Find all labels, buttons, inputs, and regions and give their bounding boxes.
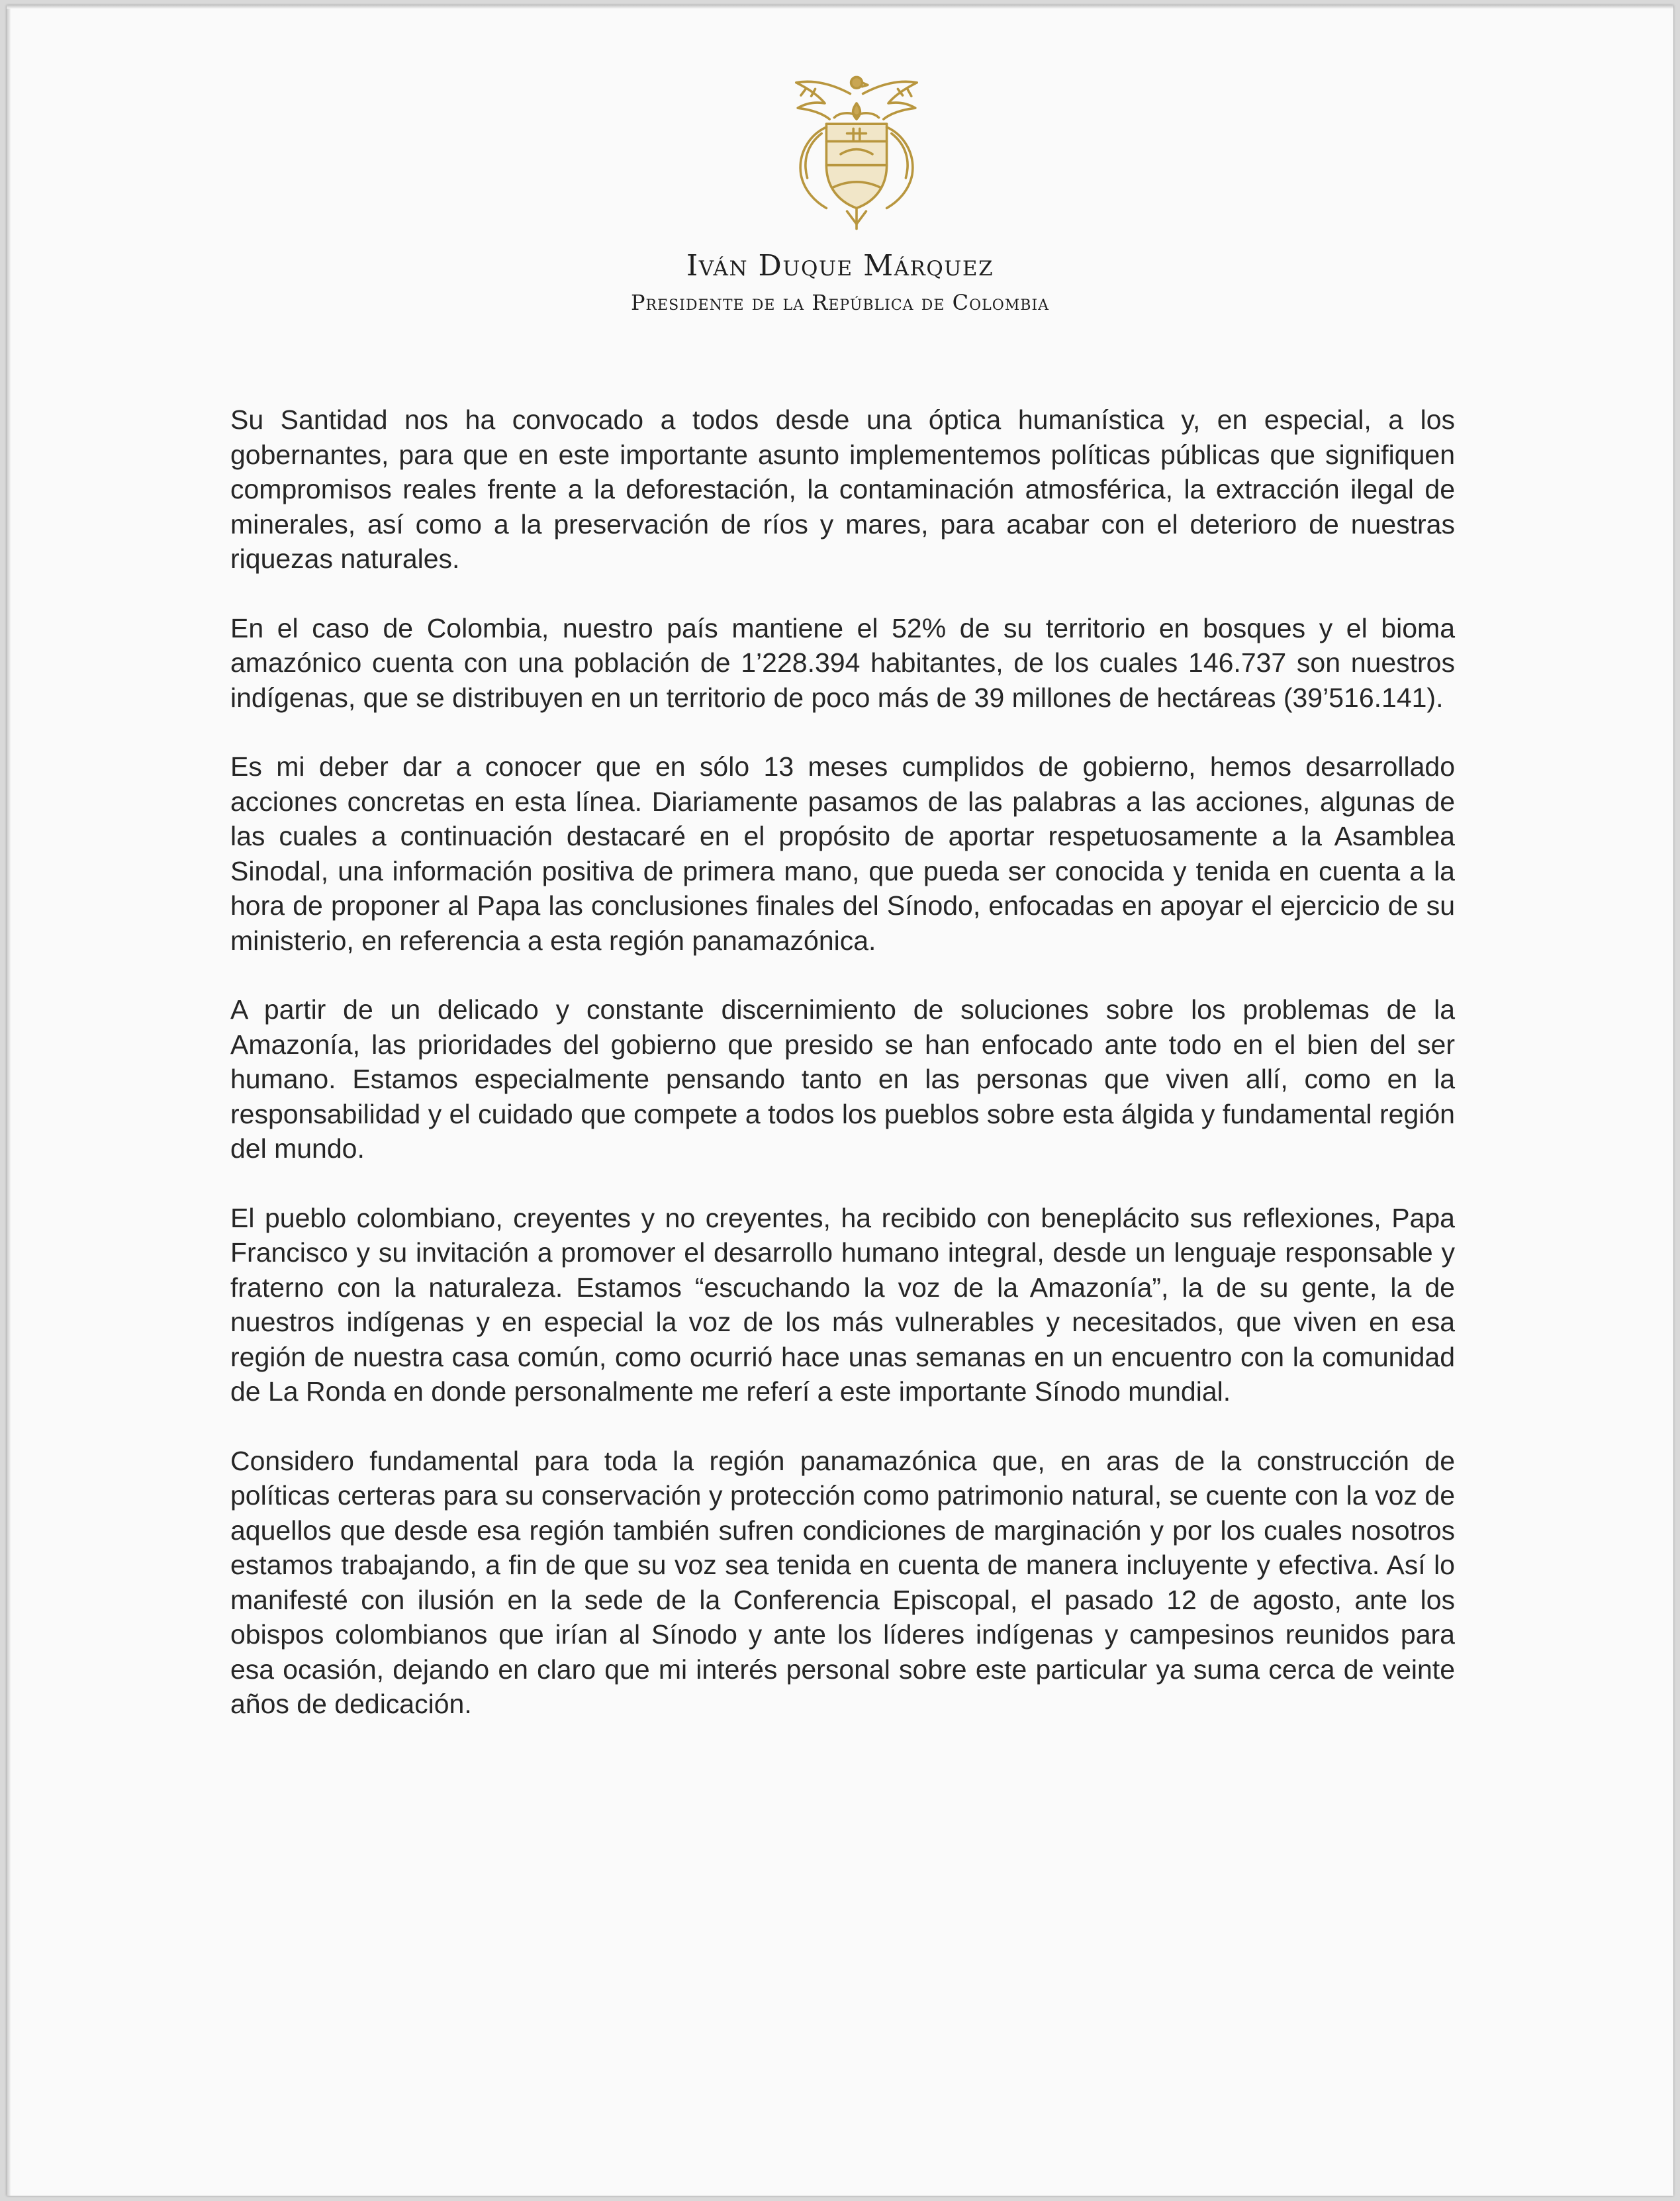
colombia-coat-of-arms-icon <box>777 71 936 230</box>
paragraph: El pueblo colombiano, creyentes y no creyentes, ha recibido con beneplácito sus reflexiones, Papa Francisco y su invitación a promover el desarrollo humano integral, desde un lenguaje responsable y fraterno con la naturaleza. Estamos “escuchando la voz de la Amazonía”, la de su gente, la de nuestros indígenas y en especial la voz de los más vulnerables y necesitados, que viven en esa región de nuestra casa común, como ocurrió hace unas semanas en un encuentro con la comunidad de La Ronda en donde personalmente me referí a este importante Sínodo mundial. <box>230 1202 1455 1407</box>
paragraph: Su Santidad nos ha convocado a todos desde una óptica humanística y, en especial, a los gobernantes, para que en este importante asunto implementemos políticas públicas que signifiquen compromisos reales frente a la deforestación, la contaminación atmosférica, la extracción ilegal de minerales, así como a la preservación de ríos y mares, para acabar con el deterioro de nuestras riquezas naturales. <box>230 404 1455 574</box>
paragraph: A partir de un delicado y constante discernimiento de soluciones sobre los problemas de la Amazonía, las prioridades del gobierno que presido se han enfocado ante todo en el bien del ser humano. Estamos especialmente pensando tanto en las personas que viven allí, como en la responsabilidad y el cuidado que compete a todos los pueblos sobre esta álgida y fundamental región del mundo. <box>230 994 1455 1164</box>
signatory-name: Iván Duque Márquez <box>686 249 994 283</box>
paragraph: En el caso de Colombia, nuestro país mantiene el 52% de su territorio en bosques y el bioma amazónico cuenta con una población de 1’228.394 habitantes, de los cuales 146.737 son nuestros indígenas, que se distribuyen en un territorio de poco más de 39 millones de hectáreas (39’516.141). <box>230 612 1455 713</box>
paragraph: Es mi deber dar a conocer que en sólo 13 meses cumplidos de gobierno, hemos desarrollado acciones concretas en esta línea. Diariamente pasamos de las palabras a las acciones, algunas de las cuales a continuación destacaré en el propósito de aportar respetuosamente a la Asamblea Sinodal, una información positiva de primera mano, que pueda ser conocida y tenida en cuenta a la hora de proponer al Papa las conclusiones finales del Sínodo, enfocadas en apoyar el ejercicio de su ministerio, en referencia a esta región panamazónica. <box>230 751 1455 956</box>
letter-page <box>7 5 1673 2196</box>
paragraph: Considero fundamental para toda la región panamazónica que, en aras de la construcción de políticas certeras para su conservación y protección como patrimonio natural, se cuente con la voz de aquellos que desde esa región también sufren condiciones de marginación y por los cuales nosotros estamos trabajando, a fin de que su voz sea tenida en cuenta de manera incluyente y efectiva. Así lo manifesté con ilusión en la sede de la Conferencia Episcopal, el pasado 12 de agosto, ante los obispos colombianos que irían al Sínodo y ante los líderes indígenas y campesinos reunidos para esa ocasión, dejando en claro que mi interés personal sobre este particular ya suma cerca de veinte años de dedicación. <box>230 1445 1455 1719</box>
letter-body <box>230 402 1455 1756</box>
signatory-title: Presidente de la República de Colombia <box>630 290 1050 315</box>
